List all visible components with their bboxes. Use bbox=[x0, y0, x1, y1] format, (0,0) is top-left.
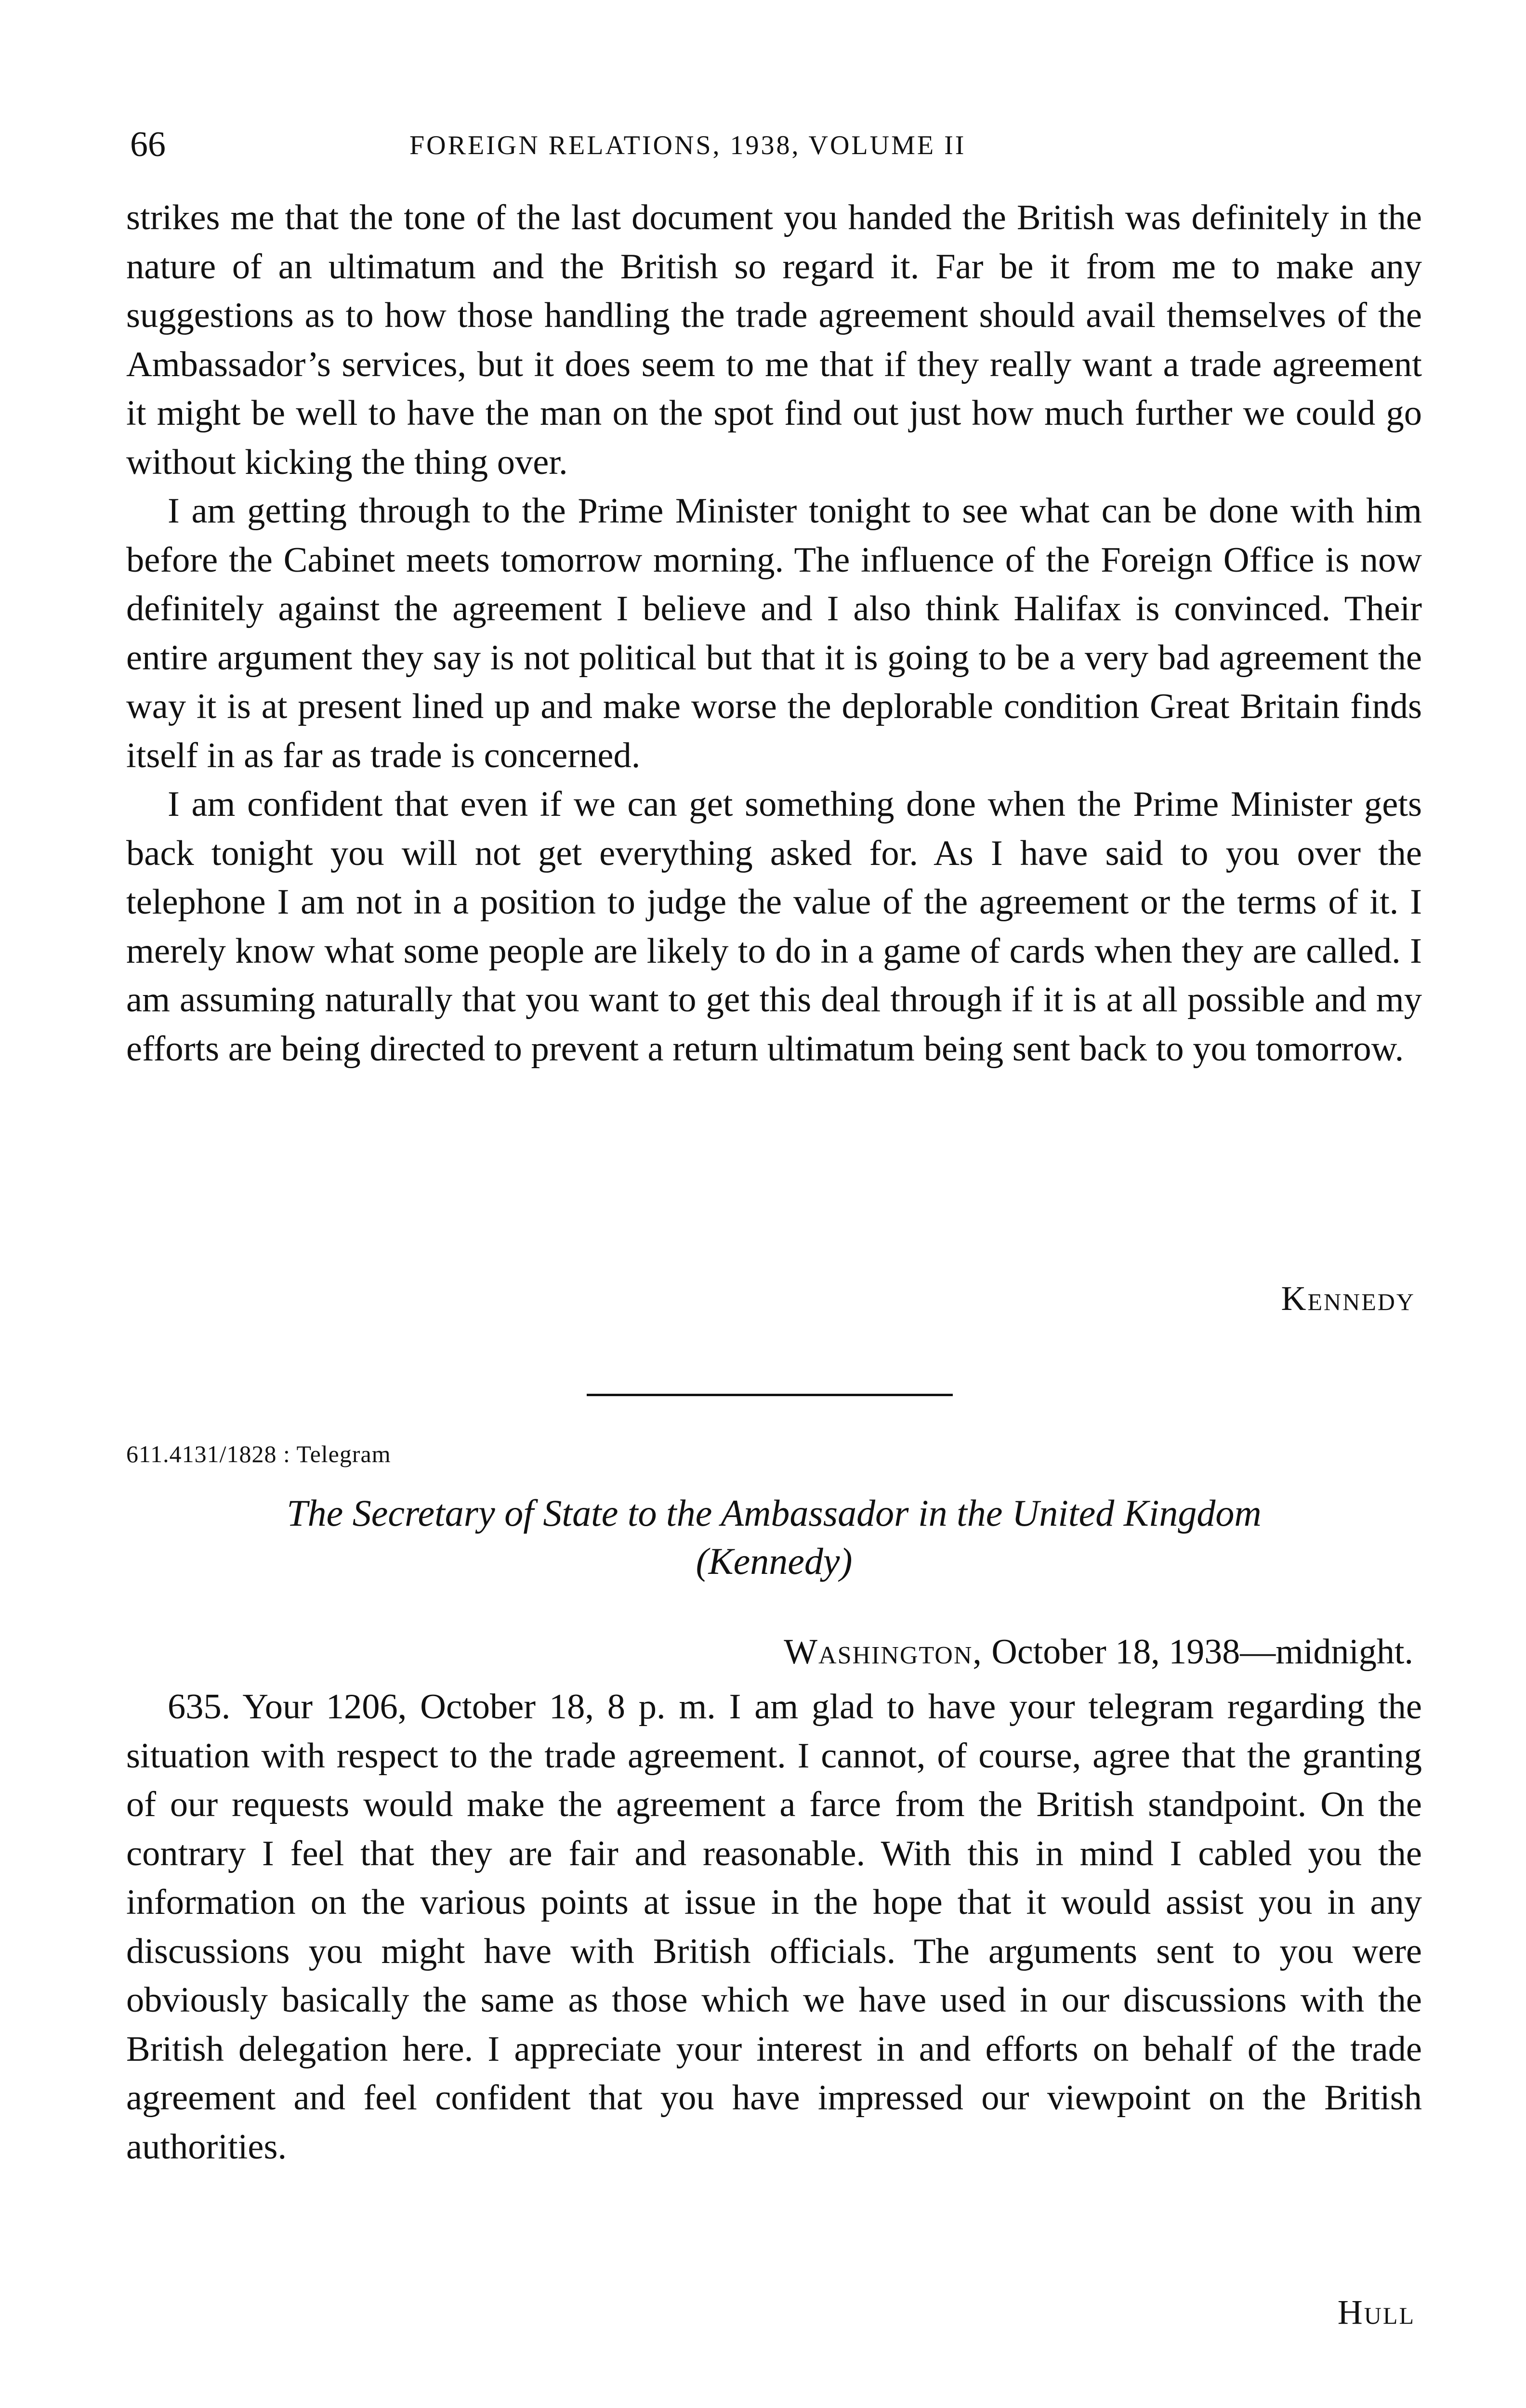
document-title-line: The Secretary of State to the Ambassador in the United Kingdom bbox=[287, 1492, 1262, 1534]
first-document-body bbox=[126, 194, 1422, 1073]
file-reference: 611.4131/1828 : Telegram bbox=[126, 1440, 391, 1467]
section-divider bbox=[587, 1394, 953, 1396]
paragraph: I am confident that even if we can get something done when the Prime Minister gets back tonight you will not get everything asked for. As I have said to you over the telephone I am not in a position to judge the value of the agreement or the terms of it. I merely know what some people are likely to do in a game of cards when they are called. I am assuming naturally that you want to get this deal through if it is at all possible and my efforts are being directed to prevent a return ultimatum being sent back to you tomorrow. bbox=[126, 785, 1422, 1069]
paragraph: 635. Your 1206, October 18, 8 p. m. I am glad to have your telegram regarding the situation with respect to the trade agreement. I cannot, of course, agree that the granting of our requests would make the agreement a farce from the British standpoint. On the contrary I feel that they are fair and reasonable. With this in mind I cabled you the information on the various points at issue in the hope that it would assist you in any discussions you might have with British officials. The arguments sent to you were obviously basically the same as those which we have used in our discussions with the British delegation here. I appreciate your interest in and efforts on behalf of the trade agreement and feel confident that you have impressed our viewpoint on the British authorities. bbox=[126, 1687, 1422, 2167]
running-title: FOREIGN RELATIONS, 1938, VOLUME II bbox=[409, 131, 966, 160]
dateline bbox=[784, 1632, 1413, 1673]
paragraph: I am getting through to the Prime Minister tonight to see what can be done with him before the Cabinet meets tomorrow morning. The influence of the Foreign Office is now definitely against the agreement I believe and I also think Halifax is convinced. Their entire argument they say is not political but that it is going to be a very bad agreement the way it is at present lined up and make worse the deplorable condition Great Britain finds itself in as far as trade is concerned. bbox=[126, 491, 1422, 775]
document-title-line: (Kennedy) bbox=[696, 1540, 853, 1582]
signature-kennedy: Kennedy bbox=[1281, 1279, 1415, 1318]
page-number: 66 bbox=[130, 125, 166, 164]
dateline-place: Washington, bbox=[784, 1632, 983, 1672]
dateline-date: October 18, 1938—midnight. bbox=[982, 1632, 1413, 1672]
second-document-body bbox=[126, 1683, 1422, 2172]
paragraph: strikes me that the tone of the last document you handed the British was definitely in the nature of an ultimatum and the British so regard it. Far be it from me to make any suggestions as to how those handling the trade agreement should avail themselves of the Ambassador’s services, but it does seem to me that if they really want a trade agreement it might be well to have the man on the spot find out just how much further we could go without kicking the thing over. bbox=[126, 198, 1422, 482]
signature-hull: Hull bbox=[1337, 2293, 1415, 2331]
running-header bbox=[130, 120, 1411, 169]
document-title bbox=[126, 1489, 1422, 1585]
